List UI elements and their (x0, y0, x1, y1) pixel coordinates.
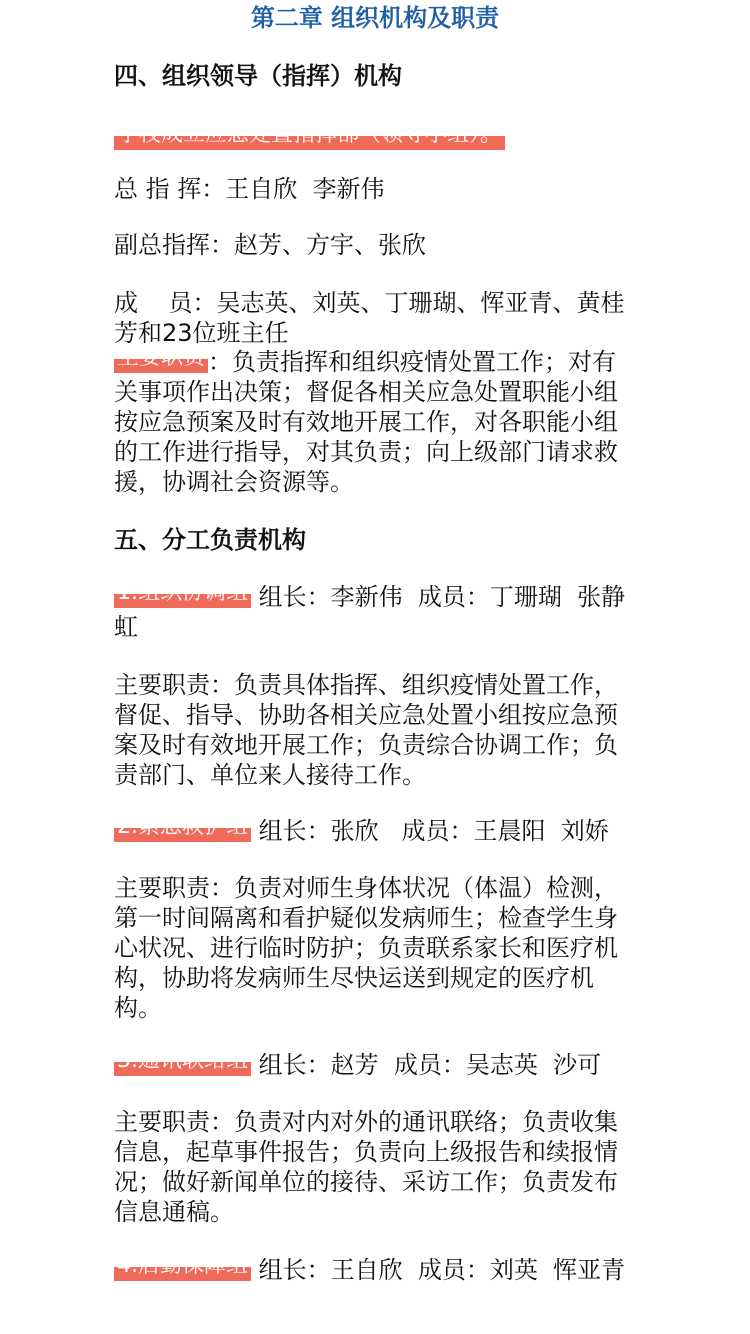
deputy-names: 赵芳、方宇、张欣 (234, 231, 426, 259)
chapter-title: 第二章 组织机构及职责 (250, 4, 500, 32)
leadership-duty (114, 347, 638, 497)
group-3-duty: 主要职责：负责对内对外的通讯联络；负责收集信息，起草事件报告；负责向上级报告和续报情况；做好新闻单位的接待、采访工作；负责发布信息通稿。 (114, 1108, 618, 1226)
section-heading-5: 五、分工负责机构 (114, 526, 306, 554)
group-4-member-list: 组长：王自欣 成员：刘英 恽亚青 (258, 1256, 626, 1284)
deputy-label: 副总指挥： (114, 231, 234, 259)
group-1-members (114, 582, 638, 642)
group-2-member-list: 组长：张欣 成员：王晨阳 刘娇 (258, 817, 609, 845)
members-label: 成 员： (114, 289, 217, 317)
group-4-name: 4.后勤保障组 (114, 1267, 251, 1281)
commander-line (114, 174, 638, 204)
members-names: 吴志英、刘英、丁珊瑚、恽亚青、黄桂芳和23位班主任 (114, 289, 625, 347)
commander-label: 总 指 挥： (114, 175, 226, 203)
duty-text: ：负责指挥和组织疫情处置工作；对有关事项作出决策；督促各相关应急处置职能小组按应急预案及时有效地开展工作，对各职能小组的工作进行指导，对其负责；向上级部门请求救援，协调社会资源等。 (114, 348, 618, 496)
members-line (114, 288, 638, 348)
group-2-members (114, 816, 638, 846)
group-1-duty: 主要职责：负责具体指挥、组织疫情处置工作，督促、指导、协助各相关应急处置小组按应急预案及时有效地开展工作；负责综合协调工作；负责部门、单位来人接待工作。 (114, 671, 618, 789)
duty-label-highlight: 主要职责 (114, 359, 208, 373)
group-1-name: 1.组织协调组 (114, 594, 251, 608)
highlighted-intro: 学校成立应急处置指挥部（领导小组）。 (114, 136, 505, 150)
group-1-member-list: 组长：李新伟 成员：丁珊瑚 张静虹 (114, 583, 626, 641)
section-heading-4: 四、组织领导（指挥）机构 (114, 62, 402, 90)
group-2-duty: 主要职责：负责对师生身体状况（体温）检测，第一时间隔离和看护疑似发病师生；检查学生身心状况、进行临时防护；负责联系家长和医疗机构，协助将发病师生尽快运送到规定的医疗机构。 (114, 874, 618, 1022)
intro-line (114, 124, 638, 154)
commander-names: 王自欣 李新伟 (225, 175, 385, 203)
group-3-member-list: 组长：赵芳 成员：吴志英 沙可 (258, 1051, 602, 1079)
group-4-members (114, 1255, 638, 1285)
group-3-name: 3.通讯联络组 (114, 1062, 251, 1076)
group-2-name: 2.紧急救护组 (114, 828, 251, 842)
deputy-line (114, 230, 638, 260)
group-3-members (114, 1050, 638, 1080)
